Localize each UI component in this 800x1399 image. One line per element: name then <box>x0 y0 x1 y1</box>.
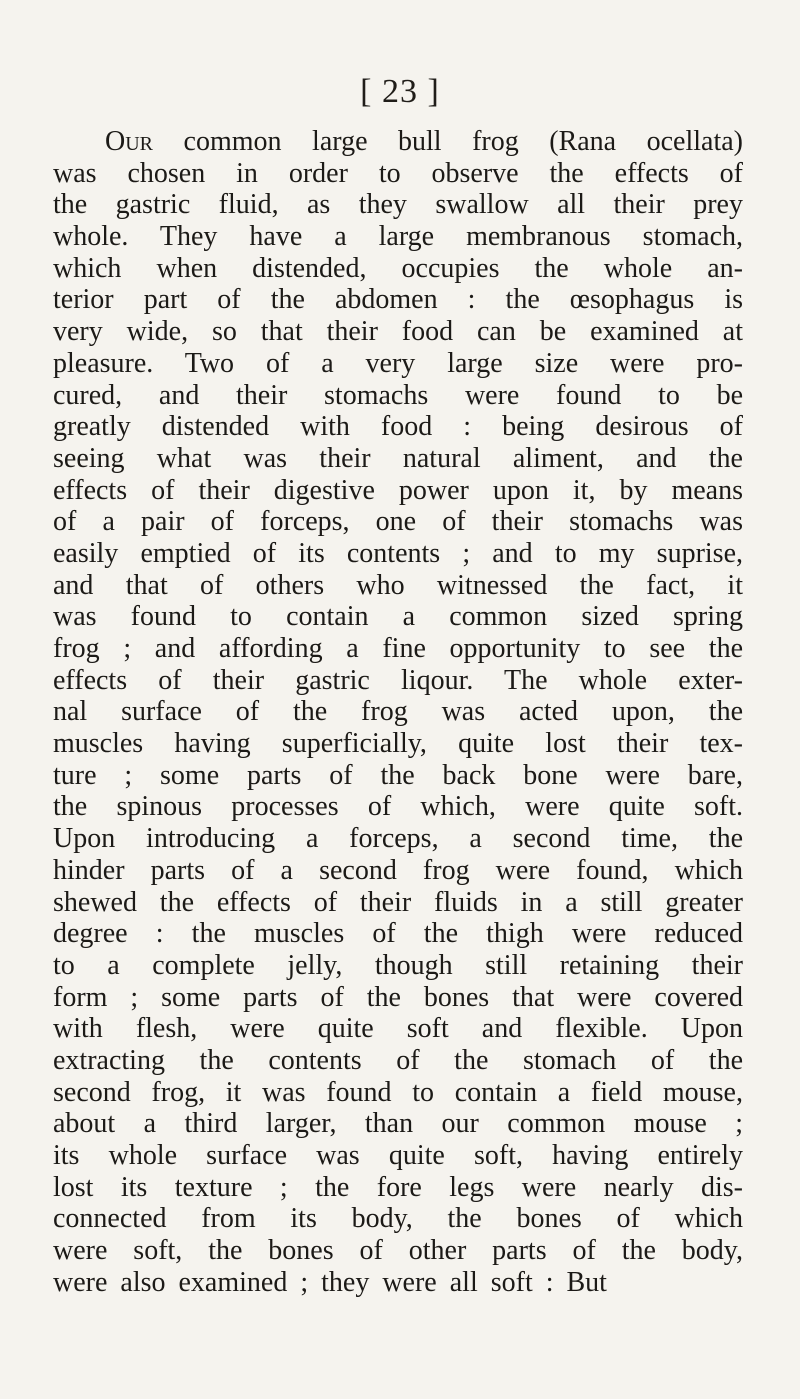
first-line-text: common large bull frog (Rana ocellata) <box>153 126 743 157</box>
paragraph-line: terior part of the abdomen : the œsophagus is <box>53 284 743 316</box>
paragraph-line <box>53 126 743 158</box>
paragraph-line: the gastric fluid, as they swallow all their prey <box>53 189 743 221</box>
paragraph-line: degree : the muscles of the thigh were reduced <box>53 918 743 950</box>
paragraph-line: greatly distended with food : being desirous of <box>53 411 743 443</box>
paragraph-line: to a complete jelly, though still retaining their <box>53 949 743 981</box>
paragraph-line: about a third larger, than our common mouse ; <box>53 1108 743 1140</box>
paragraph-line: were also examined ; they were all soft : But <box>53 1266 607 1298</box>
paragraph-line: effects of their gastric liqour. The whole exter- <box>53 664 743 696</box>
paragraph-line: with flesh, were quite soft and flexible. Upon <box>53 1013 743 1045</box>
paragraph-line: pleasure. Two of a very large size were pro- <box>53 347 743 379</box>
paragraph-line: was chosen in order to observe the effects of <box>53 157 743 189</box>
paragraph-line: muscles having superficially, quite lost their tex- <box>53 728 743 760</box>
paragraph-line: easily emptied of its contents ; and to my suprise, <box>53 537 743 569</box>
paragraph-line: frog ; and affording a fine opportunity to see the <box>53 633 743 664</box>
paragraph-line: shewed the effects of their fluids in a still greater <box>53 886 743 918</box>
paragraph-line: Upon introducing a forceps, a second time, the <box>53 823 743 855</box>
page-number: [ 23 ] <box>360 73 440 110</box>
paragraph-line: lost its texture ; the fore legs were nearly dis- <box>53 1171 743 1203</box>
paragraph-line: were soft, the bones of other parts of the body, <box>53 1235 743 1267</box>
paragraph-line: second frog, it was found to contain a field mouse, <box>53 1076 743 1108</box>
paragraph-line: hinder parts of a second frog were found, which <box>53 854 743 886</box>
paragraph-line: its whole surface was quite soft, having entirely <box>53 1140 743 1171</box>
paragraph-line: extracting the contents of the stomach of the <box>53 1044 743 1076</box>
paragraph-line: the spinous processes of which, were quite soft. <box>53 791 743 823</box>
paragraph-line: ture ; some parts of the back bone were bare, <box>53 759 743 791</box>
paragraph-line: was found to contain a common sized spring <box>53 601 743 633</box>
drop-word-initial: O <box>105 126 126 157</box>
paragraph-line: and that of others who witnessed the fact, it <box>53 569 743 601</box>
paragraph-line: whole. They have a large membranous stomach, <box>53 221 743 253</box>
paragraph-line: seeing what was their natural aliment, and the <box>53 442 743 474</box>
paragraph-line: form ; some parts of the bones that were covered <box>53 981 743 1013</box>
paragraph-line: which when distended, occupies the whole an- <box>53 252 743 284</box>
paragraph-line: cured, and their stomachs were found to be <box>53 379 743 411</box>
paragraph-line: very wide, so that their food can be examined at <box>53 316 743 348</box>
paragraph-line: connected from its body, the bones of which <box>53 1203 743 1235</box>
paragraph-line: nal surface of the frog was acted upon, the <box>53 696 743 728</box>
drop-word-smallcaps: ur <box>125 126 154 157</box>
paragraph-line: effects of their digestive power upon it, by means <box>53 474 743 506</box>
paragraph <box>53 126 743 1298</box>
paragraph-line: of a pair of forceps, one of their stomachs was <box>53 506 743 538</box>
